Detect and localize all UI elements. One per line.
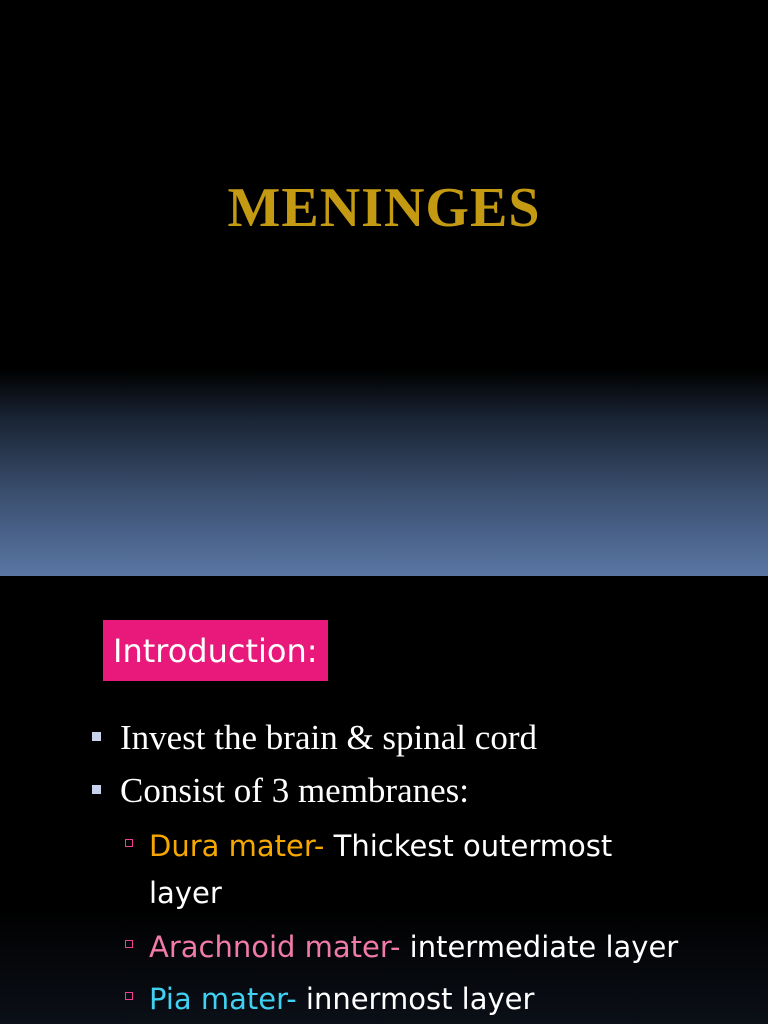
dura-mater-description: Thickest outermost [324, 829, 613, 863]
hollow-square-bullet-icon [125, 992, 133, 1000]
filled-square-bullet-icon [92, 732, 101, 741]
introduction-heading-box [103, 620, 328, 681]
bullet-text: Consist of 3 membranes: [120, 771, 469, 810]
dura-mater-description-continued: layer [149, 876, 222, 910]
hollow-square-bullet-icon [125, 940, 133, 948]
pia-mater-description: innermost layer [296, 982, 535, 1016]
introduction-slide [0, 576, 768, 1024]
slide-title: MENINGES [227, 177, 541, 239]
hollow-square-bullet-icon [125, 839, 133, 847]
introduction-heading: Introduction: [113, 631, 318, 670]
sub-item-line [149, 924, 678, 970]
dura-mater-term: Dura mater- [149, 829, 325, 863]
filled-square-bullet-icon [92, 785, 101, 794]
pia-mater-term: Pia mater- [149, 982, 297, 1016]
arachnoid-mater-description: intermediate layer [400, 930, 679, 964]
sub-item-line [149, 823, 612, 869]
bullet-text: Invest the brain & spinal cord [120, 718, 537, 757]
sub-item-line [149, 976, 534, 1022]
arachnoid-mater-term: Arachnoid mater- [149, 930, 401, 964]
